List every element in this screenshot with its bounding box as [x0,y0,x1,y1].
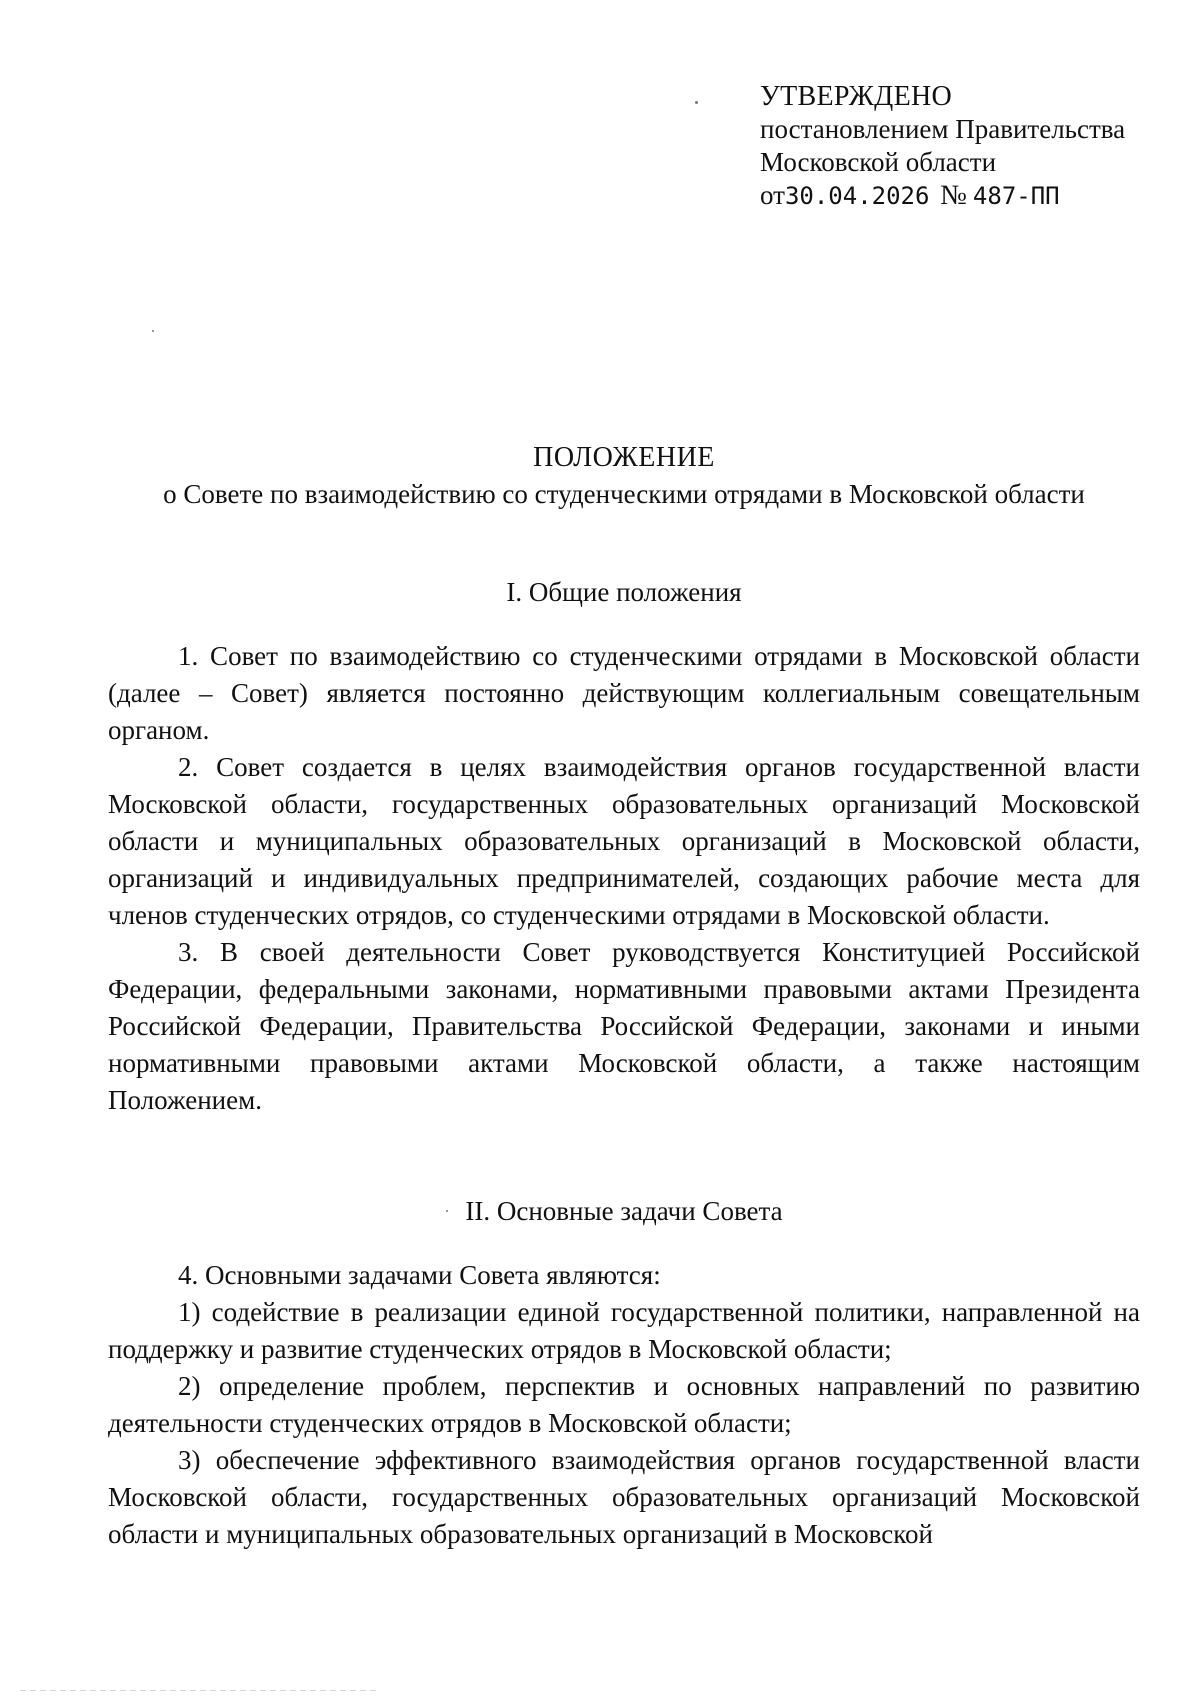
paragraph: 2. Совет создается в целях взаимодействия органов государственной власти Московской области, государственных образовательных организаций Московской области и муниципальных образовательных организаций в Московской области, организаций и индивидуальных предпринимателей, создающих рабочие места для членов студенческих отрядов, со студенческими отрядами в Московской области. [108,752,1140,930]
document-subtitle: о Совете по взаимодействию со студенческими отрядами в Московской области [163,479,1085,509]
scan-artifact-line [20,1690,380,1691]
section-heading: II. Основные задачи Совета [465,1196,783,1226]
document-title-block [108,440,1140,512]
approval-line-2: Московской области [760,147,997,177]
section-2 [108,1193,1140,1553]
approval-number: 487-ПП [972,182,1060,210]
scan-speck [152,330,154,332]
paragraph: 4. Основными задачами Совета являются: [178,1260,661,1290]
approval-heading: УТВЕРЖДЕНО [760,81,953,112]
paragraph: 1. Совет по взаимодействию со студенческими отрядами в Московской области (далее – Совет) является постоянно действующим коллегиальным совещательным органом. [108,641,1140,745]
section-heading: I. Общие положения [506,577,742,607]
section-1 [108,574,1140,1119]
scan-speck [695,101,698,104]
approval-date-number-line [760,179,1180,213]
approval-date: 30.04.2026 [784,182,930,210]
approval-from-prefix: от [760,180,785,210]
approval-block [760,80,1180,213]
paragraph: 3) обеспечение эффективного взаимодействия органов государственной власти Московской области, государственных образовательных организаций Московской области и муниципальных образовательных организаций в Московской [108,1445,1140,1549]
paragraph: 1) содействие в реализации единой государственной политики, направленной на поддержку и развитие студенческих отрядов в Московской области; [108,1297,1140,1364]
approval-line-1: постановлением Правительства [760,114,1126,144]
document-title: ПОЛОЖЕНИЕ [533,442,715,473]
approval-number-sign: № [940,180,967,211]
paragraph: 3. В своей деятельности Совет руководствуется Конституцией Российской Федерации, федеральными законами, нормативными правовыми актами Президента Российской Федерации, Правительства Российской Федерации, законами и иными нормативными правовыми актами Московской области, а также настоящим Положением. [108,937,1140,1115]
paragraph: 2) определение проблем, перспектив и основных направлений по развитию деятельности студенческих отрядов в Московской области; [108,1371,1140,1438]
